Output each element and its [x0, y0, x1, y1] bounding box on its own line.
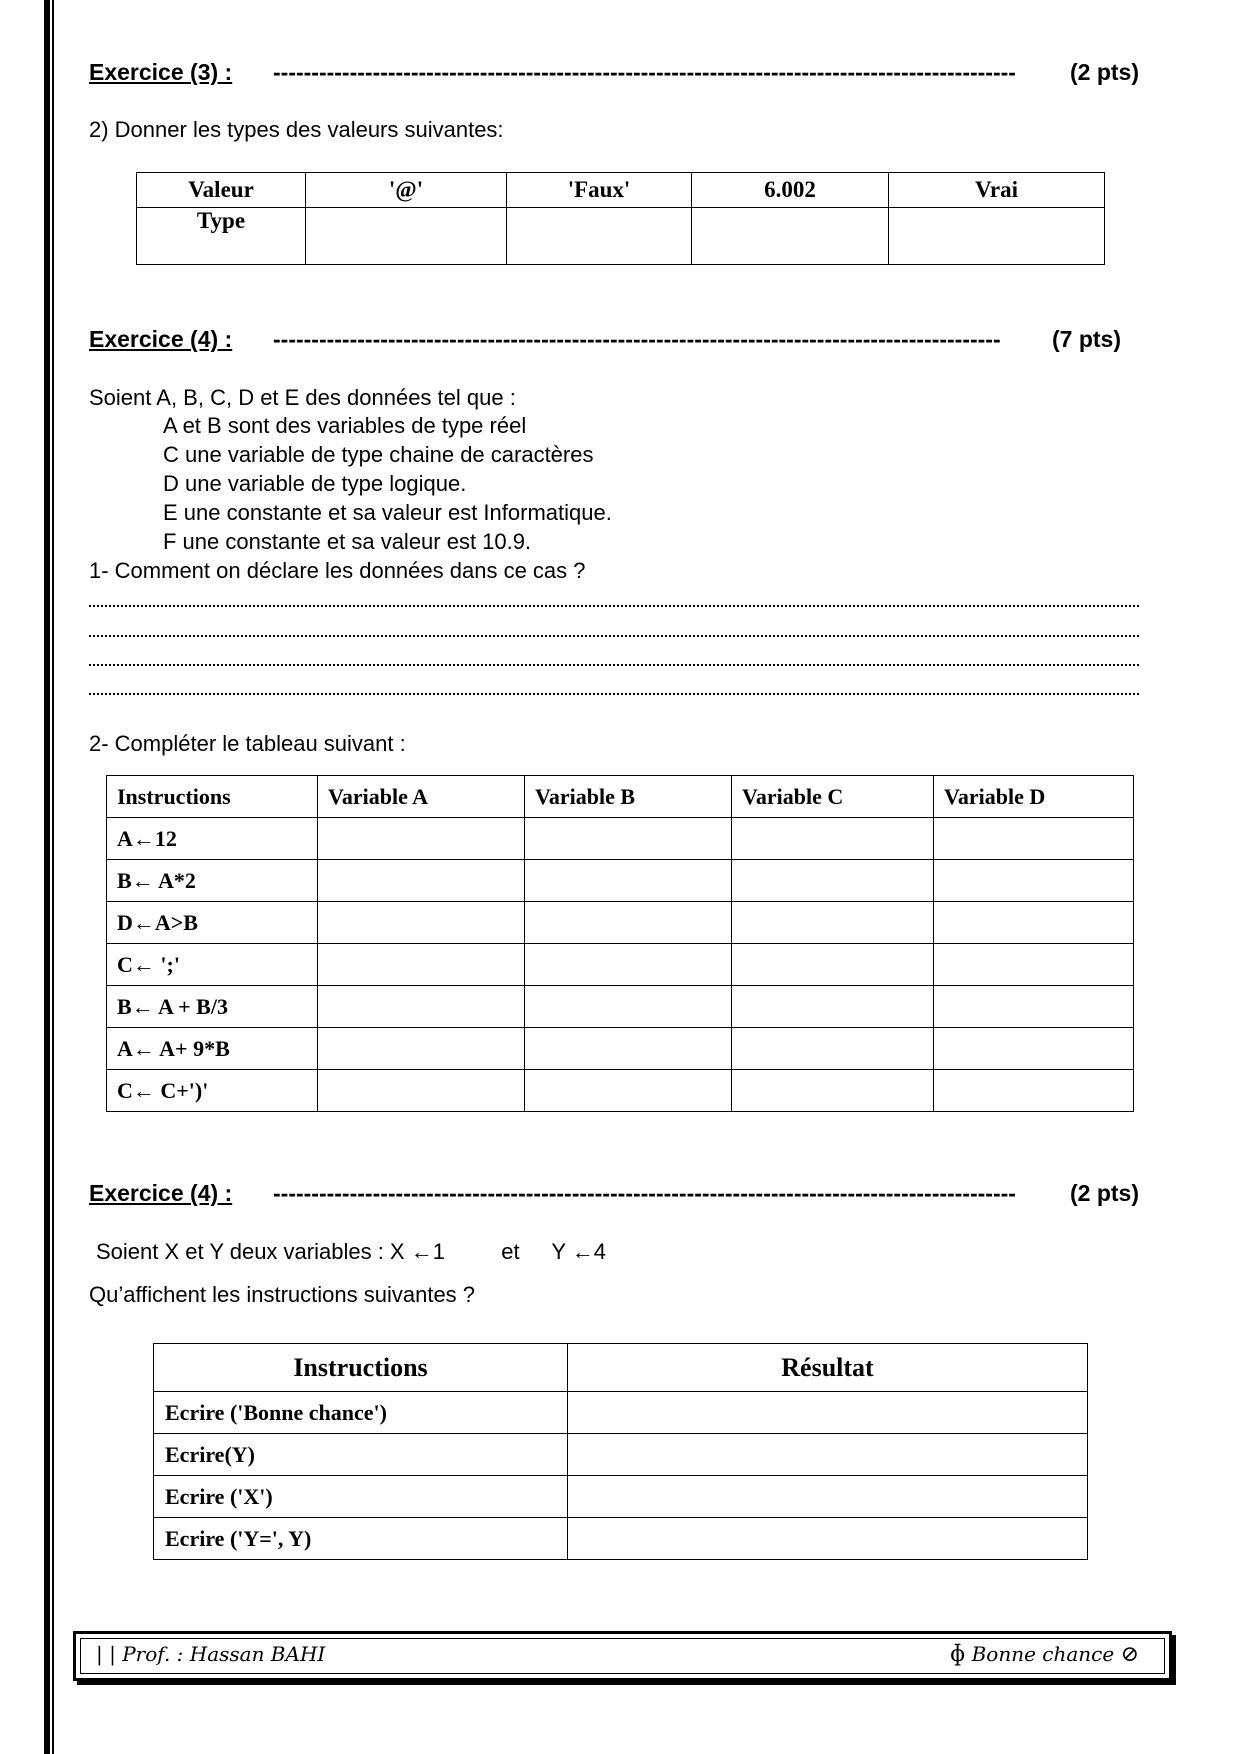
answer-cell[interactable]	[568, 1434, 1088, 1476]
answer-cell[interactable]	[525, 1028, 732, 1070]
table-row	[137, 208, 1105, 265]
instruction-cell: C← ';'	[107, 944, 318, 986]
list-item: D une variable de type logique.	[163, 471, 467, 496]
answer-cell[interactable]	[568, 1476, 1088, 1518]
answer-line[interactable]	[89, 691, 1139, 695]
answer-cell[interactable]	[525, 1070, 732, 1112]
table-header-cell: Instructions	[154, 1344, 568, 1392]
answer-cell[interactable]	[934, 1028, 1134, 1070]
answer-cell[interactable]	[732, 944, 934, 986]
answer-line[interactable]	[89, 603, 1139, 607]
table-header-cell: Vrai	[889, 173, 1105, 208]
instruction-cell: Ecrire ('X')	[154, 1476, 568, 1518]
table-header-cell: Variable D	[934, 776, 1134, 818]
table-header-cell: Variable C	[732, 776, 934, 818]
exercise-5-question: Qu’affichent les instructions suivantes ?	[89, 1282, 476, 1307]
answer-cell[interactable]	[934, 902, 1134, 944]
table-row	[154, 1392, 1088, 1434]
ornament-left-icon: ɸ	[949, 1642, 966, 1667]
answer-cell[interactable]	[525, 902, 732, 944]
instruction-cell: B← A*2	[107, 860, 318, 902]
answer-cell[interactable]	[732, 986, 934, 1028]
exercise-5-header	[89, 1180, 1149, 1207]
answer-cell[interactable]	[934, 944, 1134, 986]
table-row	[107, 944, 1134, 986]
table-header-cell: Variable A	[318, 776, 525, 818]
types-table	[136, 172, 1105, 265]
instruction-cell: Ecrire ('Bonne chance')	[154, 1392, 568, 1434]
table-row	[154, 1476, 1088, 1518]
table-header-cell: 6.002	[692, 173, 889, 208]
ornament-right-icon: ⊘	[1120, 1642, 1139, 1667]
answer-cell[interactable]	[318, 818, 525, 860]
exercise-4-title: Exercice (4) :	[89, 326, 233, 352]
answer-line[interactable]	[89, 662, 1139, 666]
answer-cell[interactable]	[507, 208, 692, 265]
list-item: F une constante et sa valeur est 10.9.	[163, 529, 532, 554]
answer-cell[interactable]	[318, 860, 525, 902]
answer-cell[interactable]	[889, 208, 1105, 265]
exercise-3-points: (2 pts)	[1070, 59, 1139, 85]
table-header-cell: Valeur	[137, 173, 306, 208]
exercise-5-title: Exercice (4) :	[89, 1180, 233, 1206]
answer-cell[interactable]	[934, 1070, 1134, 1112]
answer-cell[interactable]	[732, 1070, 934, 1112]
table-row	[107, 818, 1134, 860]
list-item: E une constante et sa valeur est Informatique.	[163, 500, 612, 525]
x-assignment: ←1	[410, 1239, 445, 1264]
exercise-5-intro	[96, 1239, 606, 1265]
table-header-cell: 'Faux'	[507, 173, 692, 208]
list-item: C une variable de type chaine de caractères	[163, 442, 594, 467]
exercise-3-title: Exercice (3) :	[89, 59, 233, 85]
table-header-row	[107, 776, 1134, 818]
question-1: 1- Comment on déclare les données dans ce cas ?	[89, 558, 586, 583]
instruction-cell: Ecrire ('Y=', Y)	[154, 1518, 568, 1560]
exercise-5-points: (2 pts)	[1070, 1180, 1139, 1206]
answer-cell[interactable]	[692, 208, 889, 265]
answer-cell[interactable]	[525, 986, 732, 1028]
exercise-4-intro: Soient A, B, C, D et E des données tel que :	[89, 385, 516, 410]
table-row	[154, 1518, 1088, 1560]
page-margin-line-thin	[52, 0, 54, 1754]
answer-cell[interactable]	[568, 1518, 1088, 1560]
exercise-3-dashes: -------------------------------------------------------------------------------------------------	[273, 59, 1016, 85]
instruction-cell: D←A>B	[107, 902, 318, 944]
exercise-3-header	[89, 59, 1149, 86]
answer-cell[interactable]	[318, 986, 525, 1028]
footer-greeting-text: Bonne chance	[971, 1642, 1115, 1666]
answer-cell[interactable]	[525, 860, 732, 902]
table-row	[107, 902, 1134, 944]
table-header-row	[154, 1344, 1088, 1392]
list-item: A et B sont des variables de type réel	[163, 413, 527, 438]
answer-cell[interactable]	[318, 1070, 525, 1112]
table-row	[154, 1434, 1088, 1476]
answer-cell[interactable]	[318, 944, 525, 986]
answer-cell[interactable]	[318, 902, 525, 944]
answer-cell[interactable]	[568, 1392, 1088, 1434]
answer-cell[interactable]	[934, 986, 1134, 1028]
exercise-3-question: 2) Donner les types des valeurs suivantes:	[89, 117, 504, 142]
table-header-cell: Variable B	[525, 776, 732, 818]
exercise-4-dashes: -----------------------------------------------------------------------------------------------	[273, 326, 1001, 352]
instruction-cell: Ecrire(Y)	[154, 1434, 568, 1476]
footer-greeting	[950, 1642, 1139, 1667]
table-header-cell: Instructions	[107, 776, 318, 818]
answer-cell[interactable]	[525, 944, 732, 986]
answer-cell[interactable]	[318, 1028, 525, 1070]
instruction-cell: C← C+')'	[107, 1070, 318, 1112]
row-label: Type	[137, 208, 306, 265]
display-results-table	[153, 1343, 1088, 1560]
intro-text: Soient X et Y deux variables : X	[96, 1239, 411, 1264]
answer-line[interactable]	[89, 633, 1139, 637]
page-margin-line	[44, 0, 50, 1754]
table-row	[107, 1028, 1134, 1070]
question-2: 2- Compléter le tableau suivant :	[89, 731, 406, 756]
table-header-row	[137, 173, 1105, 208]
instruction-cell: A←12	[107, 818, 318, 860]
answer-cell[interactable]	[934, 860, 1134, 902]
table-header-cell: '@'	[306, 173, 507, 208]
answer-cell[interactable]	[525, 818, 732, 860]
table-row	[107, 986, 1134, 1028]
table-row	[107, 860, 1134, 902]
instructions-variables-table	[106, 775, 1134, 1112]
y-assignment: Y ←4	[551, 1239, 607, 1264]
intro-et: et	[501, 1239, 520, 1264]
exercise-4-header	[89, 326, 1149, 353]
table-row	[107, 1070, 1134, 1112]
page-footer	[73, 1631, 1172, 1681]
answer-cell[interactable]	[934, 818, 1134, 860]
exercise-4-points: (7 pts)	[1052, 326, 1121, 352]
answer-cell[interactable]	[732, 860, 934, 902]
instruction-cell: B← A + B/3	[107, 986, 318, 1028]
answer-cell[interactable]	[732, 1028, 934, 1070]
footer-author: | | Prof. : Hassan BAHI	[96, 1642, 326, 1666]
answer-cell[interactable]	[306, 208, 507, 265]
table-header-cell: Résultat	[568, 1344, 1088, 1392]
answer-cell[interactable]	[732, 902, 934, 944]
instruction-cell: A← A+ 9*B	[107, 1028, 318, 1070]
exercise-5-dashes: -------------------------------------------------------------------------------------------------	[273, 1180, 1016, 1206]
answer-cell[interactable]	[732, 818, 934, 860]
